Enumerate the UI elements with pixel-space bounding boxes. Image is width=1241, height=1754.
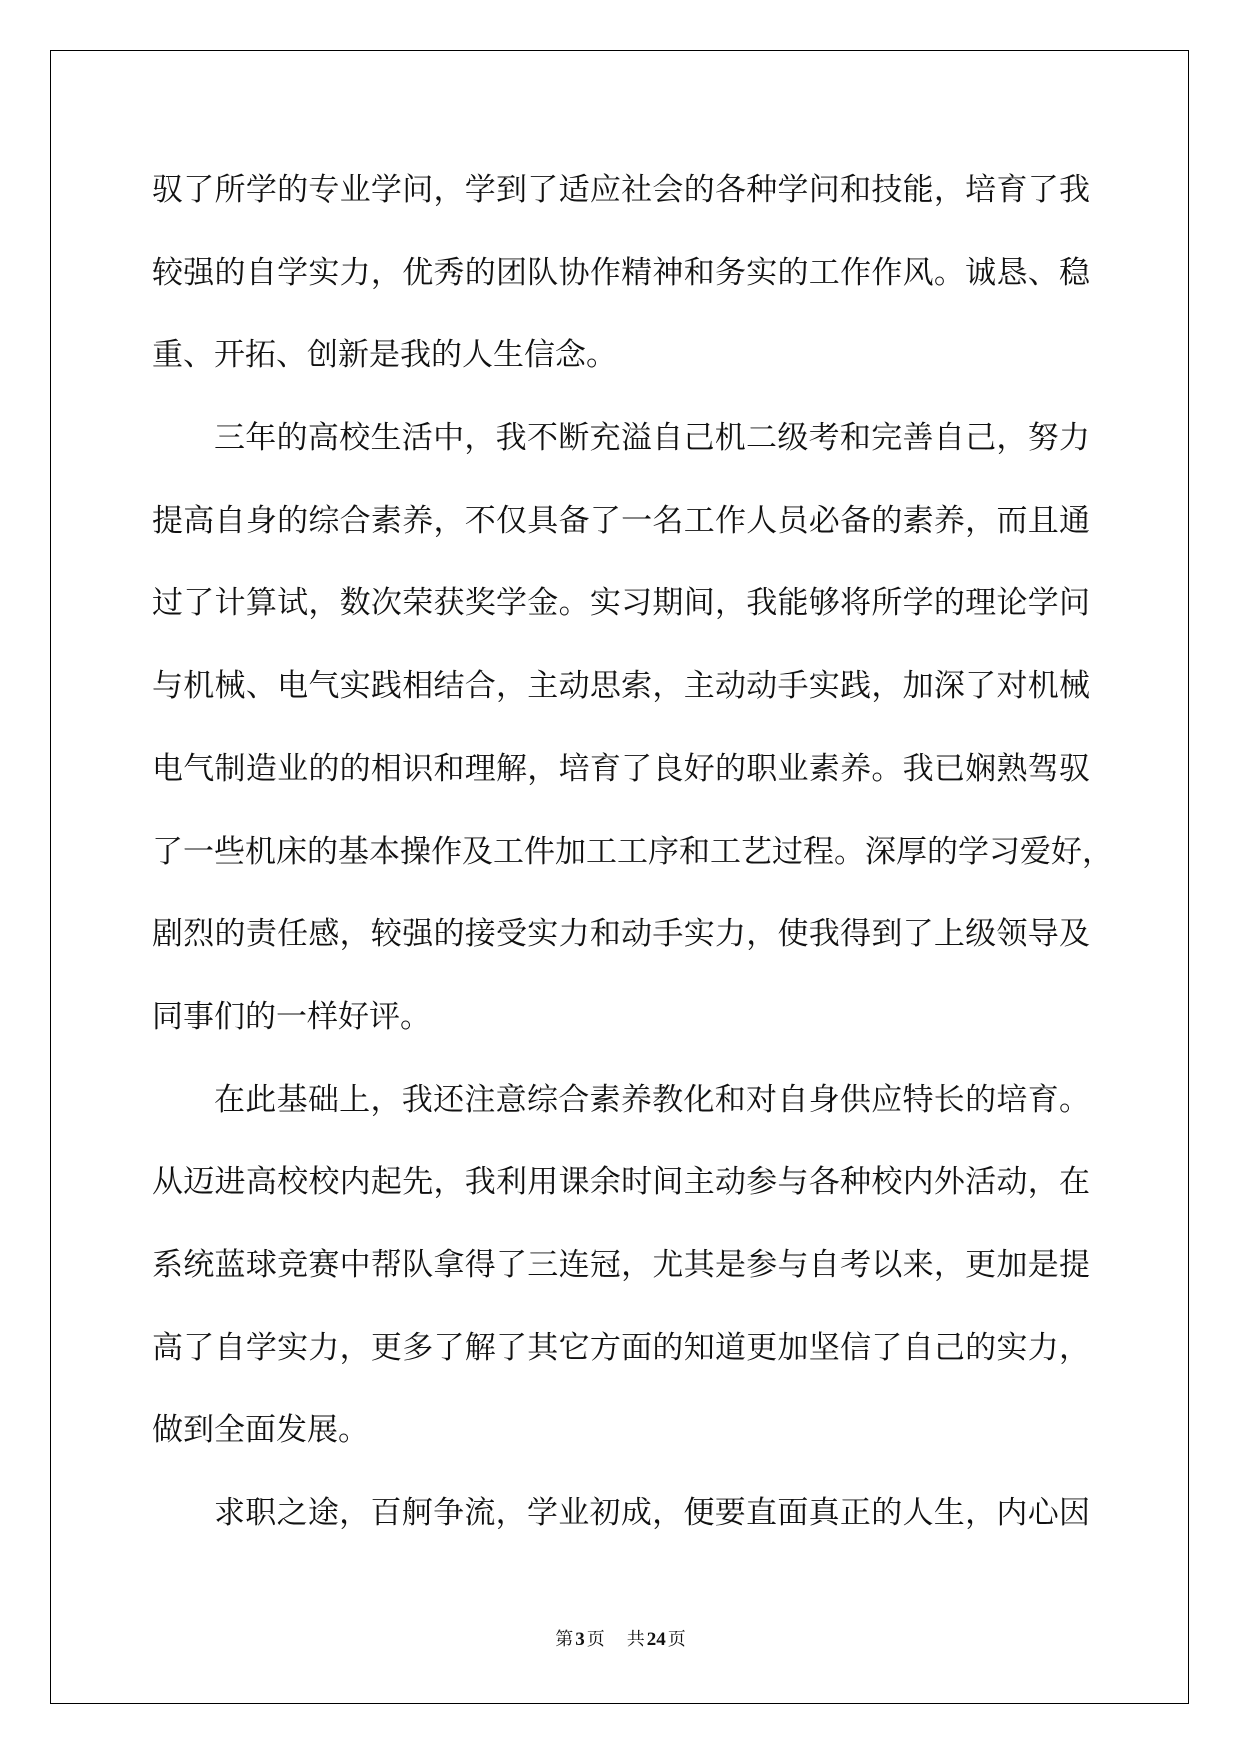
text-line: 求职之途，百舸争流，学业初成，便要直面真正的人生，内心因 [214, 1495, 1090, 1531]
text-line: 电气制造业的的相识和理解，培育了良好的职业素养。我已娴熟驾驭 [152, 750, 1090, 787]
page-label-prefix: 第 [555, 1629, 574, 1649]
text-line: 同事们的一样好评。 [152, 998, 431, 1035]
total-pages: 24 [646, 1629, 666, 1650]
paragraph [152, 1059, 1090, 1472]
text-line: 驭了所学的专业学问，学到了适应社会的各种学问和技能，培育了我 [152, 172, 1090, 208]
text-line: 高了自学实力，更多了解了其它方面的知道更加坚信了自己的实力， [152, 1329, 1090, 1366]
text-line: 重、开拓、创新是我的人生信念。 [152, 337, 617, 374]
paragraph [152, 149, 1090, 397]
page-number: 3 [575, 1629, 585, 1650]
text-line: 在此基础上，我还注意综合素养教化和对自身供应特长的培育。 [214, 1081, 1090, 1118]
total-label-suffix: 页 [667, 1629, 686, 1649]
text-line: 过了计算试，数次荣获奖学金。实习期间，我能够将所学的理论学问 [152, 585, 1090, 622]
text-line: 剧烈的责任感，较强的接受实力和动手实力，使我得到了上级领导及 [152, 916, 1090, 953]
text-line: 三年的高校生活中，我不断充溢自己机二级考和完善自己，努力 [214, 420, 1090, 457]
text-line: 较强的自学实力，优秀的团队协作精神和务实的工作作风。诚恳、稳 [152, 254, 1090, 291]
text-line: 系统蓝球竞赛中帮队拿得了三连冠，尤其是参与自考以来，更加是提 [152, 1246, 1090, 1283]
text-line: 与机械、电气实践相结合，主动思索，主动动手实践，加深了对机械 [152, 668, 1090, 705]
document-body [152, 149, 1113, 1555]
text-line: 了一些机床的基本操作及工件加工工序和工艺过程。深厚的学习爱好， [152, 833, 1113, 870]
paragraph [152, 397, 1113, 1059]
text-line: 从迈进高校校内起先，我利用课余时间主动参与各种校内外活动，在 [152, 1164, 1090, 1201]
page-footer [0, 1626, 1241, 1653]
page-label-suffix: 页 [586, 1629, 605, 1649]
total-label-prefix: 共 [626, 1629, 645, 1649]
paragraph [152, 1472, 1090, 1555]
text-line: 做到全面发展。 [152, 1412, 369, 1449]
text-line: 提高自身的综合素养，不仅具备了一名工作人员必备的素养，而且通 [152, 502, 1090, 539]
